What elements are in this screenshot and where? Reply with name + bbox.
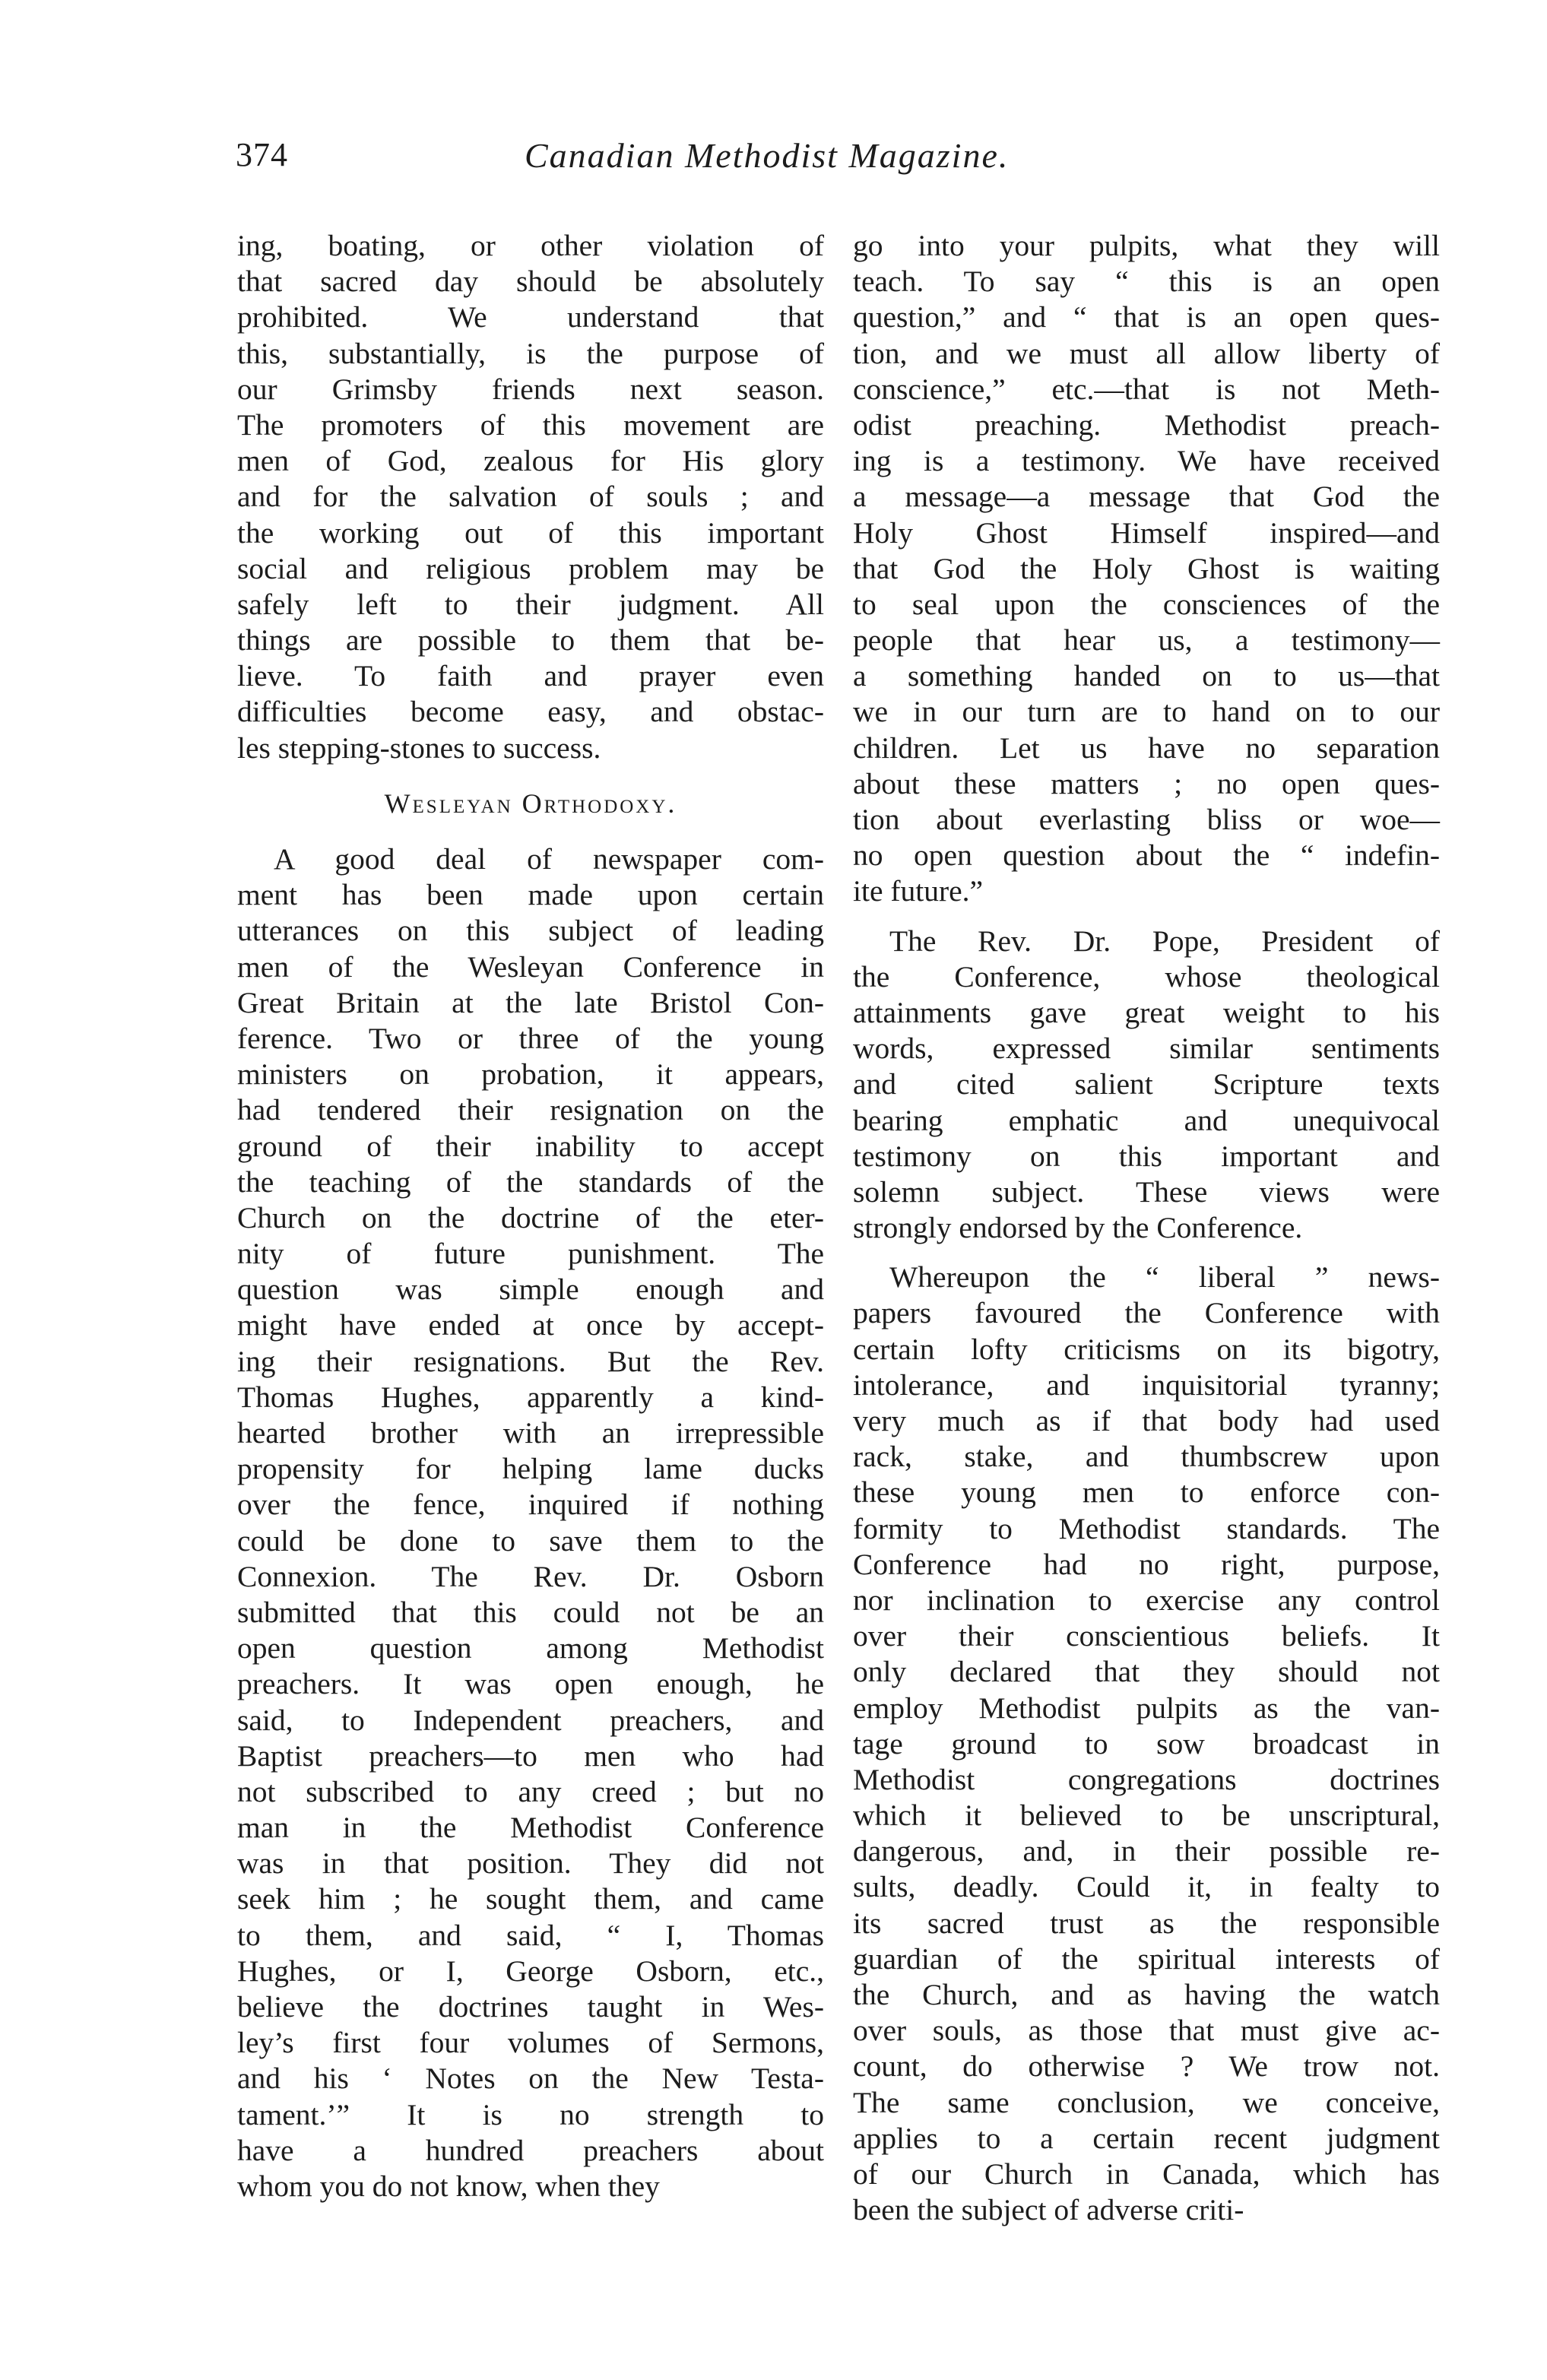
text-line: bearing emphatic and unequivocal	[853, 1103, 1440, 1137]
text-line: lieve. To faith and prayer even	[237, 659, 824, 693]
text-line: which it believed to be unscriptural,	[853, 1798, 1440, 1833]
text-line: safely left to their judgment. All	[237, 587, 824, 621]
paragraph-wesleyan-orthodoxy	[237, 841, 824, 2204]
text-line: words, expressed similar sentiments	[853, 1032, 1440, 1066]
text-line: sults, deadly. Could it, in fealty to	[853, 1870, 1440, 1904]
text-line: tion about everlasting bliss or woe—	[853, 803, 1440, 836]
text-line: men of God, zealous for His glory	[237, 444, 824, 478]
text-line: rack, stake, and thumbscrew upon	[853, 1440, 1440, 1474]
text-line: children. Let us have no separation	[853, 730, 1440, 765]
text-line: these young men to enforce con-	[853, 1475, 1440, 1510]
right-column	[853, 228, 1440, 2228]
text-line: about these matters ; no open ques-	[853, 766, 1440, 800]
text-line: guardian of the spiritual interests of	[853, 1941, 1440, 1976]
page-number: 374	[236, 136, 288, 173]
text-line: Hughes, or I, George Osborn, etc.,	[237, 1954, 824, 1988]
text-line: Baptist preachers—to men who had	[237, 1738, 824, 1773]
text-line: propensity for helping lame ducks	[237, 1452, 824, 1486]
text-line: preachers. It was open enough, he	[237, 1667, 824, 1701]
text-line: conscience,” etc.—that is not Meth-	[853, 372, 1440, 406]
text-line: Thomas Hughes, apparently a kind-	[237, 1380, 824, 1414]
text-line: over their conscientious beliefs. It	[853, 1619, 1440, 1653]
left-column	[237, 228, 824, 2204]
text-line: nor inclination to exercise any control	[853, 1583, 1440, 1617]
section-heading-wesleyan-orthodoxy: Wesleyan Orthodoxy.	[384, 788, 677, 819]
text-line: a message—a message that God the	[853, 480, 1440, 514]
text-line: Conference had no right, purpose,	[853, 1547, 1440, 1581]
text-line: ground of their inability to accept	[237, 1129, 824, 1163]
text-line: have a hundred preachers about	[237, 2133, 824, 2167]
text-line: Church on the doctrine of the eter-	[237, 1200, 824, 1234]
text-line: hearted brother with an irrepressible	[237, 1416, 824, 1450]
text-line: ministers on probation, it appears,	[237, 1057, 824, 1092]
text-line: intolerance, and inquisitorial tyranny;	[853, 1367, 1440, 1402]
text-line: dangerous, and, in their possible re-	[853, 1834, 1440, 1868]
text-line: only declared that they should not	[853, 1655, 1440, 1689]
text-line: tion, and we must all allow liberty of	[853, 336, 1440, 370]
text-line: teach. To say “ this is an open	[853, 265, 1440, 299]
text-line: over the fence, inquired if nothing	[237, 1488, 824, 1522]
text-line: and his ‘ Notes on the New Testa-	[237, 2062, 824, 2096]
text-line: said, to Independent preachers, and	[237, 1703, 824, 1737]
text-line: count, do otherwise ? We trow not.	[853, 2049, 1440, 2084]
text-line: difficulties become easy, and obstac-	[237, 695, 824, 729]
text-line: tament.’” It is no strength to	[237, 2097, 824, 2131]
text-line: formity to Methodist standards. The	[853, 1511, 1440, 1545]
paragraph-sunday-observance	[237, 228, 824, 766]
text-line: whom you do not know, when they	[237, 2169, 660, 2203]
running-head	[236, 135, 1422, 196]
text-line: the Conference, whose theological	[853, 959, 1440, 994]
text-line: had tendered their resignation on the	[237, 1093, 824, 1127]
text-line: nity of future punishment. The	[237, 1237, 824, 1271]
text-line: over souls, as those that must give ac-	[853, 2014, 1440, 2048]
text-line: social and religious problem may be	[237, 551, 824, 585]
text-line: Holy Ghost Himself inspired—and	[853, 515, 1440, 550]
text-line: open question among Methodist	[237, 1631, 824, 1665]
text-line: things are possible to them that be-	[237, 623, 824, 658]
text-line: prohibited. We understand that	[237, 300, 824, 334]
text-line: attainments gave great weight to his	[853, 995, 1440, 1029]
text-line: odist preaching. Methodist preach-	[853, 407, 1440, 442]
running-title: Canadian Methodist Magazine.	[525, 136, 1010, 175]
text-line: Great Britain at the late Bristol Con-	[237, 985, 824, 1019]
text-line: ing is a testimony. We have received	[853, 444, 1440, 478]
text-line: that God the Holy Ghost is waiting	[853, 551, 1440, 585]
text-line: to them, and said, “ I, Thomas	[237, 1918, 824, 1952]
text-line: ment has been made upon certain	[237, 878, 824, 912]
text-line: of our Church in Canada, which has	[853, 2157, 1440, 2191]
text-line: utterances on this subject of leading	[237, 914, 824, 948]
text-line: ference. Two or three of the young	[237, 1021, 824, 1055]
text-line: believe the doctrines taught in Wes-	[237, 1990, 824, 2023]
text-line: man in the Methodist Conference	[237, 1811, 824, 1845]
text-line: no open question about the “ indefin-	[853, 838, 1440, 873]
paragraph-testimony	[853, 228, 1440, 910]
text-line: the working out of this important	[237, 515, 824, 550]
text-line: very much as if that body had used	[853, 1404, 1440, 1437]
text-line: The promoters of this movement are	[237, 407, 824, 442]
text-line: papers favoured the Conference with	[853, 1296, 1440, 1330]
text-line: ley’s first four volumes of Sermons,	[237, 2026, 824, 2060]
text-line: ing their resignations. But the Rev.	[237, 1344, 824, 1378]
text-line: The Rev. Dr. Pope, President of	[889, 924, 1440, 958]
text-line: testimony on this important and	[853, 1139, 1440, 1173]
text-line: was in that position. They did not	[237, 1846, 824, 1881]
text-line: Connexion. The Rev. Dr. Osborn	[237, 1559, 824, 1593]
text-line: people that hear us, a testimony—	[853, 623, 1440, 658]
text-line: tage ground to sow broadcast in	[853, 1726, 1440, 1760]
text-line: employ Methodist pulpits as the van-	[853, 1691, 1440, 1725]
text-line: seek him ; he sought them, and came	[237, 1882, 824, 1916]
text-line: might have ended at once by accept-	[237, 1308, 824, 1342]
text-line: A good deal of newspaper com-	[274, 842, 824, 876]
text-line: that sacred day should be absolutely	[237, 265, 824, 299]
text-line: question was simple enough and	[237, 1272, 824, 1307]
text-line: the Church, and as having the watch	[853, 1978, 1440, 2011]
text-line: and cited salient Scripture texts	[853, 1067, 1440, 1101]
text-line: les stepping-stones to success.	[237, 730, 601, 765]
paragraph-dr-pope	[853, 924, 1440, 1247]
text-line: and for the salvation of souls ; and	[237, 480, 824, 514]
text-line: Methodist congregations doctrines	[853, 1762, 1440, 1796]
paragraph-liberal-newspapers	[853, 1260, 1440, 2228]
text-line: submitted that this could not be an	[237, 1595, 824, 1629]
text-line: we in our turn are to hand on to our	[853, 695, 1440, 729]
text-line: ing, boating, or other violation of	[237, 229, 824, 262]
text-line: solemn subject. These views were	[853, 1174, 1440, 1209]
text-line: ite future.”	[853, 874, 984, 908]
text-line: go into your pulpits, what they will	[853, 229, 1440, 262]
text-line: could be done to save them to the	[237, 1523, 824, 1558]
text-line: to seal upon the consciences of the	[853, 587, 1440, 621]
text-line: Whereupon the “ liberal ” news-	[889, 1260, 1440, 1295]
text-line: not subscribed to any creed ; but no	[237, 1774, 824, 1808]
text-line: been the subject of adverse criti-	[853, 2193, 1244, 2227]
text-line: its sacred trust as the responsible	[853, 1906, 1440, 1940]
text-line: men of the Wesleyan Conference in	[237, 949, 824, 984]
text-line: a something handed on to us—that	[853, 659, 1440, 693]
text-line: our Grimsby friends next season.	[237, 372, 824, 406]
text-line: applies to a certain recent judgment	[853, 2121, 1440, 2155]
text-line: this, substantially, is the purpose of	[237, 336, 824, 370]
text-line: the teaching of the standards of the	[237, 1165, 824, 1199]
text-line: strongly endorsed by the Conference.	[853, 1211, 1303, 1245]
text-line: certain lofty criticisms on its bigotry,	[853, 1332, 1440, 1366]
text-line: The same conclusion, we conceive,	[853, 2085, 1440, 2119]
text-line: question,” and “ that is an open ques-	[853, 300, 1440, 334]
